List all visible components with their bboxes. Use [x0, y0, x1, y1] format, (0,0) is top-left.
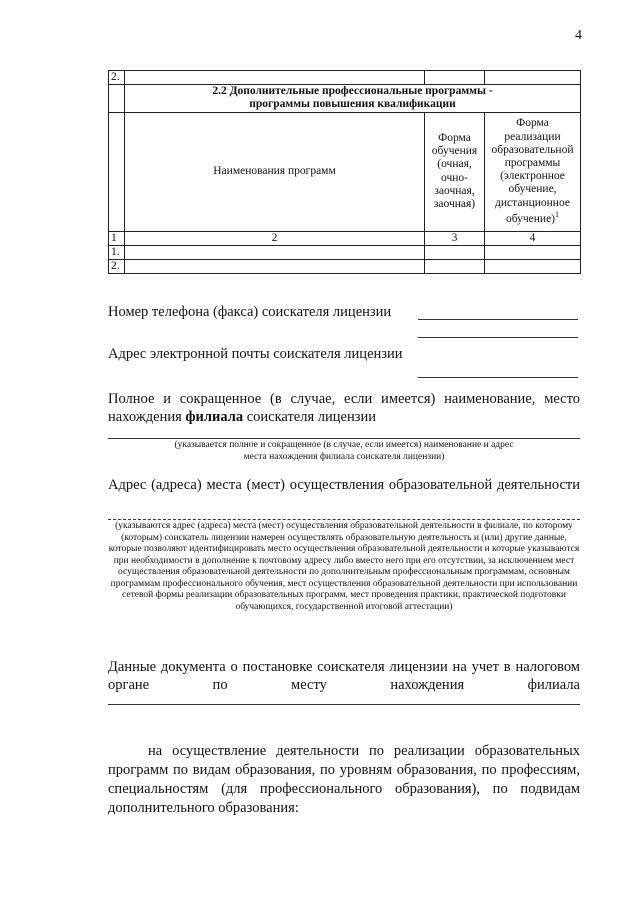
section-title-line: программы повышения квалификации [249, 98, 456, 111]
cell [485, 71, 581, 85]
tax-label: Данные документа о постановке соискателя лицензии на учет в налоговом органе по месту нахождения филиала [108, 659, 580, 693]
branch-word: филиала [185, 409, 244, 425]
cell [125, 245, 425, 259]
header-row [109, 112, 581, 231]
cell [485, 245, 581, 259]
branch-name-suffix: соискателя лицензии [243, 409, 376, 425]
section-title-row [109, 85, 581, 112]
section-title [125, 85, 581, 112]
phone-label: Номер телефона (факса) соискателя лицензии [108, 304, 392, 320]
email-line [418, 377, 578, 378]
tax-line [108, 704, 580, 705]
address-line [108, 519, 580, 520]
programs-table [108, 70, 581, 274]
phone-line-2 [418, 337, 578, 338]
branch-name-label [108, 390, 580, 426]
column-number: 4 [485, 231, 581, 245]
email-label: Адрес электронной почты соискателя лицензии [108, 346, 403, 362]
col-impl-header-text: Форма реализации образовательной программы (электронное обучение, дистанционное обучение) [491, 117, 574, 225]
cell [125, 260, 425, 274]
column-number: 2 [125, 231, 425, 245]
column-numbers-row [109, 231, 581, 245]
cell [109, 112, 125, 231]
row-number: 1. [109, 245, 125, 259]
cell [485, 260, 581, 274]
row-number: 2. [109, 71, 125, 85]
cell [125, 71, 425, 85]
col-form-header: Форма обучения (очная, очно-заочная, заочная) [425, 112, 485, 231]
column-number: 3 [425, 231, 485, 245]
col-impl-header [485, 112, 581, 231]
section-title-line: 2.2 Дополнительные профессиональные программы - [212, 85, 493, 98]
page-number: 4 [575, 28, 582, 43]
cell [109, 85, 125, 112]
table-row [109, 260, 581, 274]
column-number: 1 [109, 231, 125, 245]
branch-name-prefix: Полное и сокращенное (в случае, если имеется) наименование, место нахождения [108, 391, 580, 425]
closing-paragraph: на осуществление деятельности по реализации образовательных программ по видам образования, по уровням образования, по профессиям, специальностям (для профессионального образования), по подвидам дополнительного образования: [108, 743, 580, 816]
address-note: (указываются адрес (адреса) места (мест) осуществления образовательной деятельности в филиале, по которому (которым) соискатель лицензии намерен осуществлять образовательную деятельность и (или) другие данные, которые позволяют идентифицировать место осуществления образовательной деятельности и которые указываются при необходимости в дополнение к почтовому адресу либо вместо него при его отсутствии, за исключением мест осуществления образовательной деятельности по дополнительным профессиональным программам, основным программам профессионального обучения, мест осуществления образовательной деятельности при использовании сетевой формы реализации образовательных программ, мест проведения практики, практической подготовки обучающихся, государственной итоговой аттестации) [108, 521, 580, 612]
cell [425, 245, 485, 259]
address-label: Адрес (адреса) места (мест) осуществления образовательной деятельности [108, 477, 580, 493]
phone-line [418, 319, 578, 320]
table-row [109, 71, 581, 85]
table-row [109, 245, 581, 259]
row-number: 2. [109, 260, 125, 274]
cell [425, 71, 485, 85]
footnote-mark: 1 [555, 209, 560, 219]
branch-note: (указывается полное и сокращенное (в случае, если имеется) наименование и адрес места нахождения филиала соискателя лицензии) [174, 440, 514, 462]
cell [425, 260, 485, 274]
col-name-header: Наименования программ [125, 112, 425, 231]
branch-name-line [108, 438, 580, 439]
